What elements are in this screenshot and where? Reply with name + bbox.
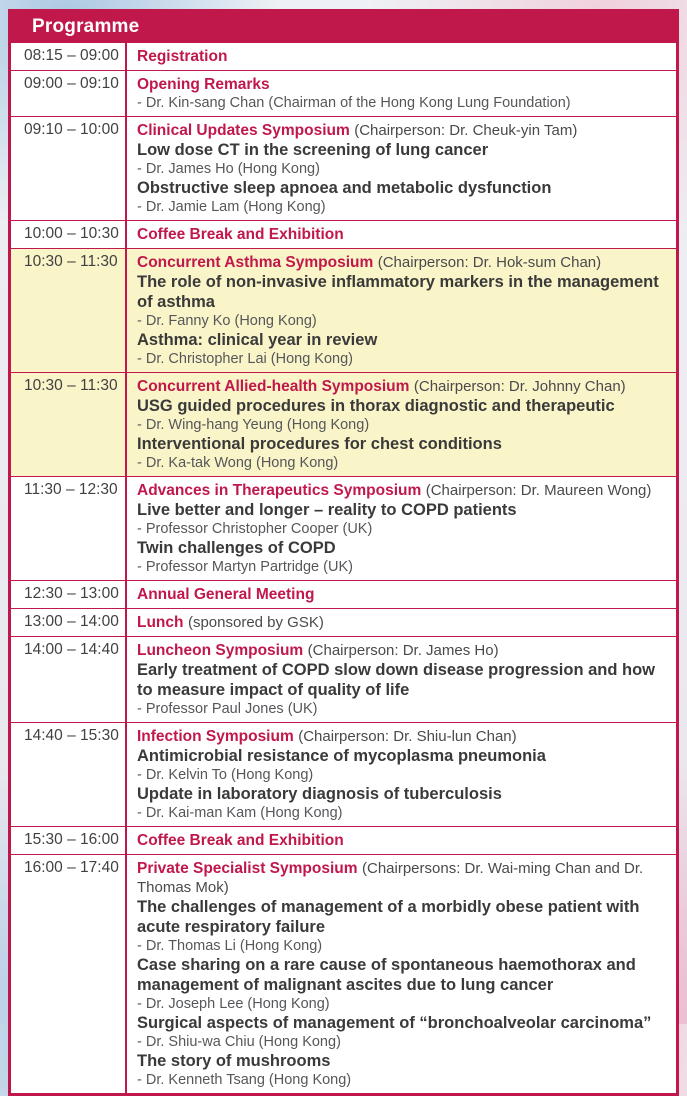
event-name: Advances in Therapeutics Symposium xyxy=(137,482,422,499)
session-cell xyxy=(126,117,676,221)
event-line xyxy=(137,613,670,632)
speaker-line: - Dr. Joseph Lee (Hong Kong) xyxy=(137,996,330,1012)
speaker-line: - Dr. Kin-sang Chan (Chairman of the Hong Kong Lung Foundation) xyxy=(137,95,571,111)
time-slot: 09:00 – 09:10 xyxy=(11,71,126,117)
session-cell xyxy=(126,373,676,477)
programme-row xyxy=(11,477,676,581)
chairperson-note: (sponsored by GSK) xyxy=(187,614,324,631)
programme-sheet xyxy=(8,9,679,1096)
time-slot: 15:30 – 16:00 xyxy=(11,827,126,855)
session-cell xyxy=(126,827,676,855)
programme-row xyxy=(11,43,676,71)
session-cell xyxy=(126,221,676,249)
talk-title: The story of mushrooms xyxy=(137,1052,331,1070)
event-line xyxy=(137,253,670,272)
talk-title: Antimicrobial resistance of mycoplasma pneumonia xyxy=(137,747,546,765)
session-cell xyxy=(126,71,676,117)
programme-row xyxy=(11,855,676,1094)
session-cell xyxy=(126,637,676,723)
event-name: Infection Symposium xyxy=(137,728,294,745)
time-slot: 10:30 – 11:30 xyxy=(11,373,126,477)
talk-title: Low dose CT in the screening of lung cancer xyxy=(137,141,489,159)
event-name: Lunch xyxy=(137,614,184,631)
session-cell xyxy=(126,43,676,71)
talk-title: The challenges of management of a morbidly obese patient with acute respiratory failure xyxy=(137,898,640,936)
time-slot: 14:00 – 14:40 xyxy=(11,637,126,723)
time-slot: 08:15 – 09:00 xyxy=(11,43,126,71)
session-cell xyxy=(126,581,676,609)
session-cell xyxy=(126,723,676,827)
event-line xyxy=(137,727,670,746)
programme-row xyxy=(11,71,676,117)
time-slot: 12:30 – 13:00 xyxy=(11,581,126,609)
talk-title: Live better and longer – reality to COPD patients xyxy=(137,501,517,519)
event-name: Coffee Break and Exhibition xyxy=(137,226,344,243)
event-line xyxy=(137,859,670,897)
event-name: Coffee Break and Exhibition xyxy=(137,832,344,849)
event-name: Annual General Meeting xyxy=(137,586,315,603)
event-name: Concurrent Allied-health Symposium xyxy=(137,378,410,395)
speaker-line: - Dr. Wing-hang Yeung (Hong Kong) xyxy=(137,417,370,433)
speaker-line: - Dr. Christopher Lai (Hong Kong) xyxy=(137,351,353,367)
event-name: Concurrent Asthma Symposium xyxy=(137,254,374,271)
time-slot: 10:30 – 11:30 xyxy=(11,249,126,373)
chairperson-note: (Chairperson: Dr. Shiu-lun Chan) xyxy=(298,728,517,745)
event-line xyxy=(137,47,670,66)
event-name: Clinical Updates Symposium xyxy=(137,122,350,139)
speaker-line: - Professor Paul Jones (UK) xyxy=(137,701,318,717)
event-name: Opening Remarks xyxy=(137,76,270,93)
talk-title: The role of non-invasive inflammatory markers in the management of asthma xyxy=(137,273,659,311)
talk-title: Update in laboratory diagnosis of tuberculosis xyxy=(137,785,502,803)
time-slot: 16:00 – 17:40 xyxy=(11,855,126,1094)
speaker-line: - Professor Martyn Partridge (UK) xyxy=(137,559,353,575)
chairperson-note: (Chairperson: Dr. James Ho) xyxy=(307,642,499,659)
speaker-line: - Dr. Kai-man Kam (Hong Kong) xyxy=(137,805,343,821)
programme-row xyxy=(11,373,676,477)
chairperson-note: (Chairperson: Dr. Cheuk-yin Tam) xyxy=(354,122,578,139)
speaker-line: - Dr. Kenneth Tsang (Hong Kong) xyxy=(137,1072,352,1088)
event-name: Private Specialist Symposium xyxy=(137,860,358,877)
session-cell xyxy=(126,855,676,1094)
talk-title: Asthma: clinical year in review xyxy=(137,331,378,349)
speaker-line: - Professor Christopher Cooper (UK) xyxy=(137,521,373,537)
time-slot: 09:10 – 10:00 xyxy=(11,117,126,221)
talk-title: Obstructive sleep apnoea and metabolic dysfunction xyxy=(137,179,552,197)
time-slot: 13:00 – 14:00 xyxy=(11,609,126,637)
time-slot: 14:40 – 15:30 xyxy=(11,723,126,827)
session-cell xyxy=(126,477,676,581)
page-title: Programme xyxy=(11,12,676,43)
speaker-line: - Dr. Shiu-wa Chiu (Hong Kong) xyxy=(137,1034,341,1050)
event-line xyxy=(137,585,670,604)
speaker-line: - Dr. Kelvin To (Hong Kong) xyxy=(137,767,314,783)
talk-title: USG guided procedures in thorax diagnostic and therapeutic xyxy=(137,397,615,415)
programme-table xyxy=(11,43,676,1093)
programme-row xyxy=(11,637,676,723)
speaker-line: - Dr. Ka-tak Wong (Hong Kong) xyxy=(137,455,339,471)
talk-title: Case sharing on a rare cause of spontaneous haemothorax and management of malignant ascites due to lung cancer xyxy=(137,956,636,994)
speaker-line: - Dr. Jamie Lam (Hong Kong) xyxy=(137,199,326,215)
time-slot: 11:30 – 12:30 xyxy=(11,477,126,581)
event-line xyxy=(137,641,670,660)
programme-row xyxy=(11,249,676,373)
event-line xyxy=(137,377,670,396)
programme-row xyxy=(11,117,676,221)
chairperson-note: (Chairpersons: Dr. Wai-ming Chan and Dr. Thomas Mok) xyxy=(137,860,644,896)
speaker-line: - Dr. Fanny Ko (Hong Kong) xyxy=(137,313,317,329)
event-line xyxy=(137,75,670,94)
talk-title: Early treatment of COPD slow down disease progression and how to measure impact of quality of life xyxy=(137,661,656,699)
programme-row xyxy=(11,723,676,827)
programme-row xyxy=(11,221,676,249)
chairperson-note: (Chairperson: Dr. Hok-sum Chan) xyxy=(377,254,602,271)
session-cell xyxy=(126,249,676,373)
talk-title: Twin challenges of COPD xyxy=(137,539,336,557)
session-cell xyxy=(126,609,676,637)
talk-title: Interventional procedures for chest conditions xyxy=(137,435,502,453)
speaker-line: - Dr. Thomas Li (Hong Kong) xyxy=(137,938,323,954)
event-line xyxy=(137,121,670,140)
time-slot: 10:00 – 10:30 xyxy=(11,221,126,249)
programme-row xyxy=(11,609,676,637)
chairperson-note: (Chairperson: Dr. Johnny Chan) xyxy=(413,378,626,395)
chairperson-note: (Chairperson: Dr. Maureen Wong) xyxy=(425,482,652,499)
talk-title: Surgical aspects of management of “bronchoalveolar carcinoma” xyxy=(137,1014,652,1032)
event-line xyxy=(137,831,670,850)
event-line xyxy=(137,225,670,244)
programme-row xyxy=(11,827,676,855)
event-line xyxy=(137,481,670,500)
speaker-line: - Dr. James Ho (Hong Kong) xyxy=(137,161,320,177)
event-name: Luncheon Symposium xyxy=(137,642,304,659)
programme-body xyxy=(11,43,676,1093)
programme-row xyxy=(11,581,676,609)
event-name: Registration xyxy=(137,48,228,65)
